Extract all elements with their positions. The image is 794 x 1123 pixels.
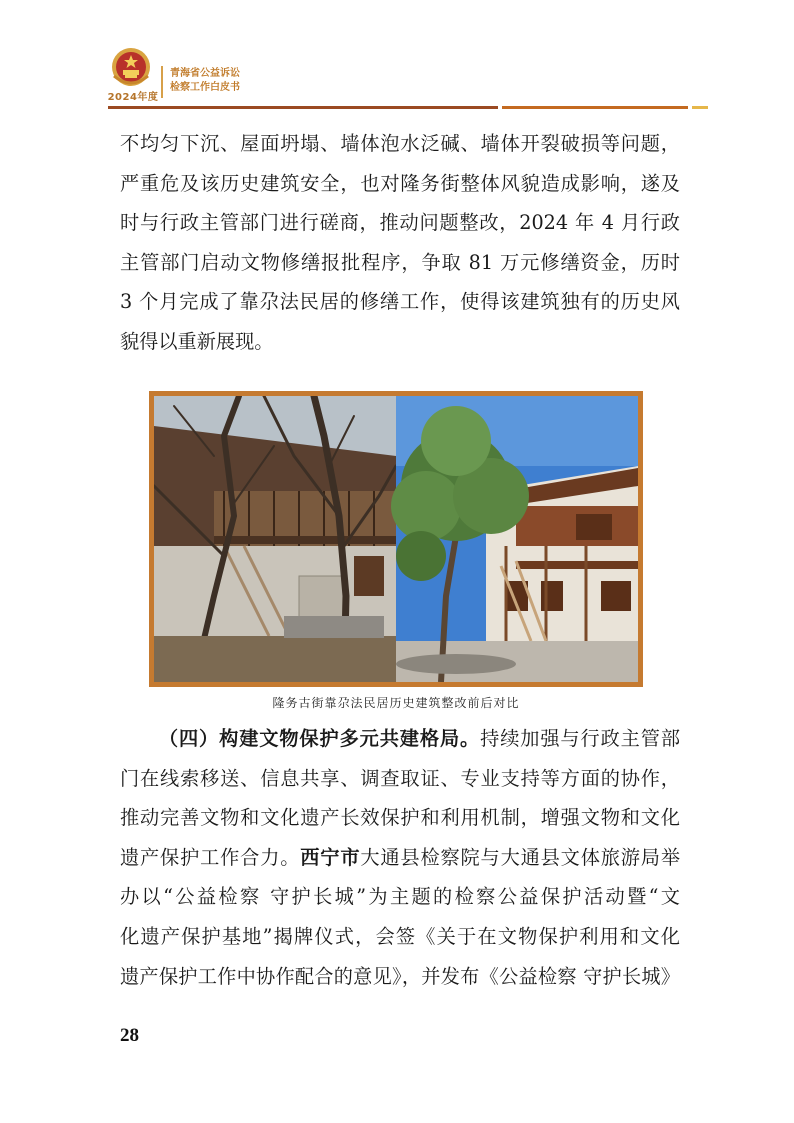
- text-line: 貌得以重新展现。: [120, 329, 274, 353]
- after-renovation-photo: [391, 396, 638, 682]
- before-renovation-photo: [154, 396, 396, 682]
- comparison-photo-frame: [149, 391, 643, 687]
- page-number: 28: [120, 1025, 139, 1046]
- report-title-line2: 检察工作白皮书: [170, 82, 240, 93]
- text-line: 大通县检察院与大通县文体旅游局举: [360, 845, 681, 869]
- section-heading: （四）构建文物保护多元共建格局。: [158, 727, 481, 750]
- text-line: 时与行政主管部门进行磋商，推动问题整改，2024 年 4 月行政: [120, 211, 680, 235]
- header-rule-left: [108, 106, 498, 109]
- text-line: 主管部门启动文物修缮报批程序，争取 81 万元修缮资金，历时: [120, 250, 680, 274]
- comparison-photos: [154, 396, 638, 682]
- procuratorate-emblem-icon: [108, 46, 154, 90]
- text-line: 化遗产保护基地”揭牌仪式，会签《关于在文物保护利用和文化: [120, 924, 680, 948]
- text-line: 持续加强与行政主管部: [480, 727, 681, 750]
- report-title: [170, 67, 240, 95]
- figure-caption: 隆务古街靠尕法民居历史建筑整改前后对比: [272, 696, 520, 710]
- header-rule-right: [502, 106, 688, 109]
- header-divider: [161, 66, 163, 98]
- city-name: 西宁市: [300, 845, 361, 869]
- text-line: 门在线索移送、信息共享、调查取证、专业支持等方面的协作，: [120, 766, 680, 790]
- text-line: 遗产保护工作中协作配合的意见》，并发布《公益检察 守护长城》: [120, 964, 680, 988]
- text-line: 办以“公益检察 守护长城”为主题的检察公益保护活动暨“文: [120, 885, 680, 909]
- body-paragraph-1: [120, 124, 680, 362]
- text-line: 不均匀下沉、屋面坍塌、墙体泡水泛碱、墙体开裂破损等问题，: [120, 132, 680, 155]
- text-line: 推动完善文物和文化遗产长效保护和利用机制，增强文物和文化: [120, 806, 680, 830]
- text-line: 严重危及该历史建筑安全，也对隆务街整体风貌造成影响，遂及: [120, 171, 680, 195]
- text-line: 3 个月完成了靠尕法民居的修缮工作，使得该建筑独有的历史风: [120, 290, 680, 314]
- body-paragraph-2: [120, 719, 680, 996]
- header-rule-end: [692, 106, 708, 109]
- report-title-line1: 青海省公益诉讼: [170, 68, 240, 79]
- report-year: 2024年度: [107, 92, 159, 103]
- text-line: 遗产保护工作合力。: [120, 845, 301, 869]
